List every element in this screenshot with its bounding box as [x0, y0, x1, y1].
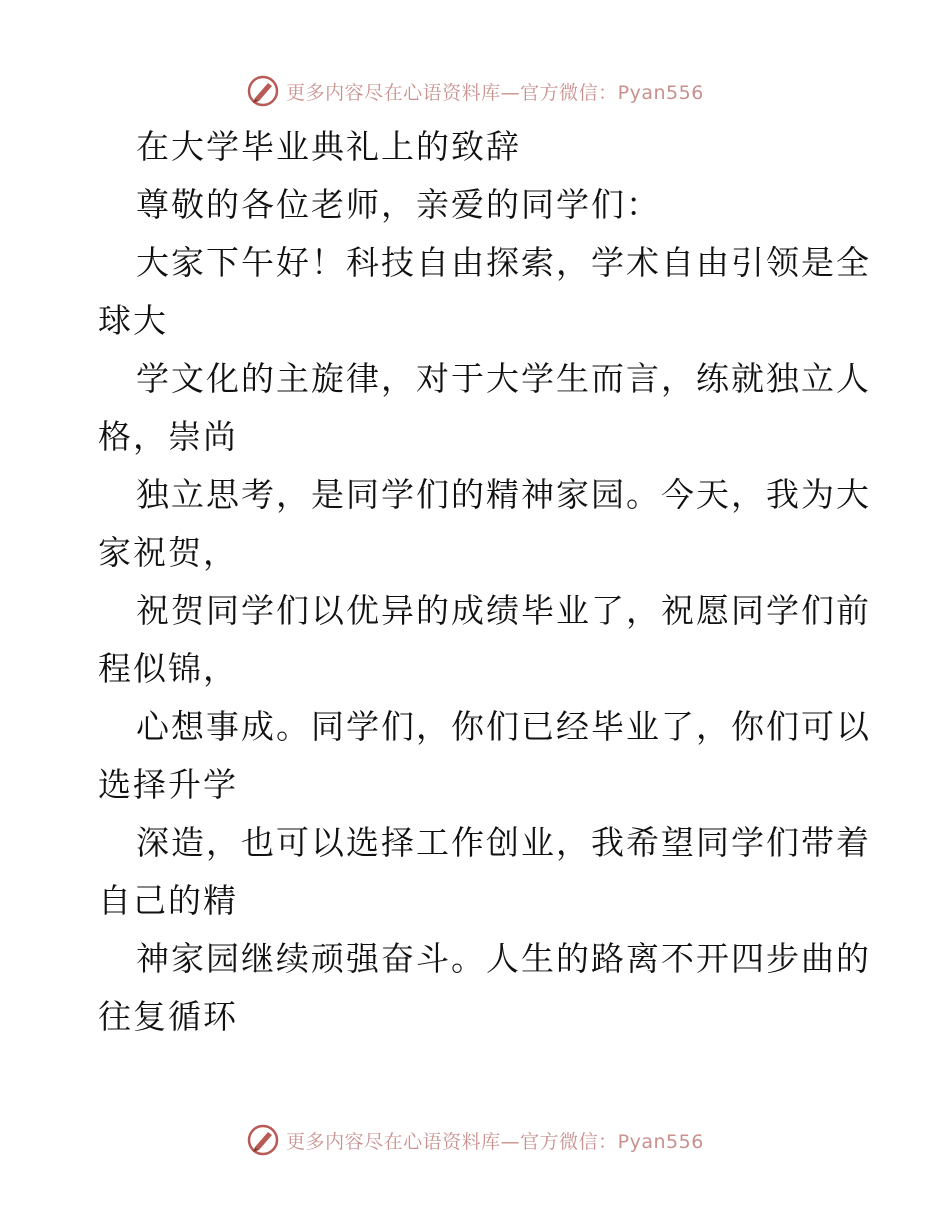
pen-seal-icon: [246, 74, 280, 108]
paragraph-line: 往复循环: [98, 997, 238, 1036]
paragraph-line: 自己的精: [98, 881, 238, 920]
paragraph-line: 球大: [98, 301, 168, 340]
paragraph-line: 祝贺同学们以优异的成绩毕业了，祝愿同学们前: [136, 591, 871, 630]
pen-seal-icon: [246, 1123, 280, 1157]
paragraph-line: 程似锦，: [98, 649, 238, 688]
paragraph-line: 神家园继续顽强奋斗。人生的路离不开四步曲的: [136, 939, 871, 978]
paragraph-line: 选择升学: [98, 765, 238, 804]
footer-banner-text: 更多内容尽在心语资料库—官方微信：Pyan556: [286, 1130, 704, 1153]
paragraph-line: 格，崇尚: [98, 417, 238, 456]
header-banner: [0, 71, 950, 111]
document-body: [98, 118, 871, 1046]
paragraph-line: 深造，也可以选择工作创业，我希望同学们带着: [136, 823, 871, 862]
paragraph-line: 大家下午好！科技自由探索，学术自由引领是全: [136, 243, 871, 282]
paragraph-line: 独立思考，是同学们的精神家园。今天，我为大: [136, 475, 871, 514]
paragraph-line: 家祝贺，: [98, 533, 238, 572]
paragraph-line: 心想事成。同学们，你们已经毕业了，你们可以: [136, 707, 871, 746]
salutation: 尊敬的各位老师，亲爱的同学们：: [136, 185, 661, 224]
header-banner-text: 更多内容尽在心语资料库—官方微信：Pyan556: [286, 81, 704, 104]
paragraph-line: 学文化的主旋律，对于大学生而言，练就独立人: [136, 359, 871, 398]
document-title: 在大学毕业典礼上的致辞: [136, 127, 521, 166]
footer-banner: [0, 1120, 950, 1160]
